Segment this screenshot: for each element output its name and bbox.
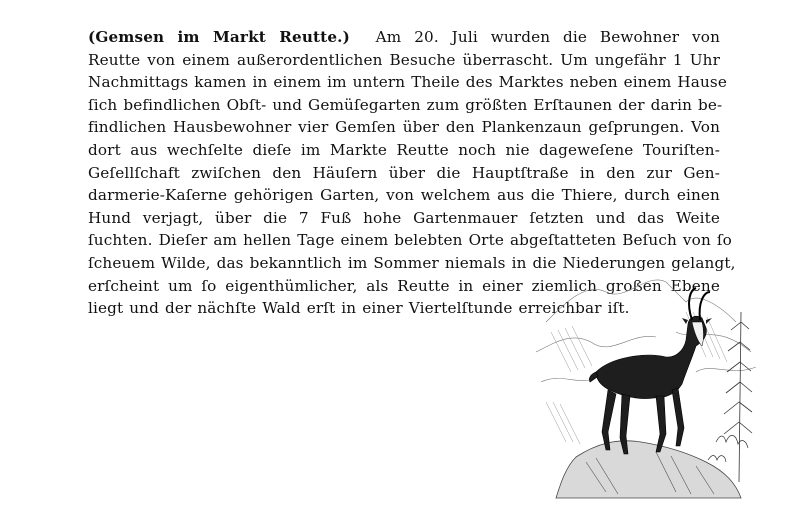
article-line-8: darmerie-Kaſerne gehörigen Garten, von welchem aus die Thiere, durch einen xyxy=(88,186,720,205)
article-line-3: Nachmittags kamen in einem im untern Theile des Marktes neben einem Hause xyxy=(88,73,727,92)
chamois-head xyxy=(689,288,710,320)
article-line-4: ſich befindlichen Obſt- und Gemüſegarten zum größten Erſtaunen der darin be- xyxy=(88,95,723,114)
article-line-7: Geſellſchaft zwiſchen den Häuſern über die Hauptſtraße in den zur Gen- xyxy=(88,163,720,182)
article-line-11: ſcheuem Wilde, das bekanntlich im Sommer niemals in die Niederungen gelangt, xyxy=(88,253,736,272)
article-line-9: Hund verjagt, über die 7 Fuß hohe Gartenmauer ſetzten und das Weite xyxy=(88,208,720,227)
rock-ledge xyxy=(556,441,741,498)
pine-tree-icon xyxy=(724,312,752,482)
article-line-1-text: Am 20. Juli wurden die Bewohner von xyxy=(375,28,721,46)
article-line-2: Reutte von einem außerordentlichen Besuche überrascht. Um ungefähr 1 Uhr xyxy=(88,50,720,69)
chamois-figure xyxy=(589,316,706,454)
article-title: (Gemsen im Markt Reutte.) xyxy=(88,28,350,46)
shrubs xyxy=(708,435,748,462)
article-line-5: findlichen Hausbewohner vier Gemſen über den Plankenzaun geſprungen. Von xyxy=(88,118,720,137)
article-line-13: liegt und der nächſte Wald erſt in einer Viertelſtunde erreichbar iſt. xyxy=(88,299,630,318)
article-line-12: erſcheint um ſo eigenthümlicher, als Reutte in einer ziemlich großen Ebene xyxy=(88,276,720,295)
article-line-1 xyxy=(88,26,720,49)
chamois-engraving-icon xyxy=(536,262,758,500)
article-line-10: ſuchten. Dieſer am hellen Tage einem belebten Orte abgeſtatteten Beſuch von ſo xyxy=(88,231,732,250)
article-line-6: dort aus wechſelte dieſe im Markte Reutte noch nie dageweſene Touriſten- xyxy=(88,140,720,159)
